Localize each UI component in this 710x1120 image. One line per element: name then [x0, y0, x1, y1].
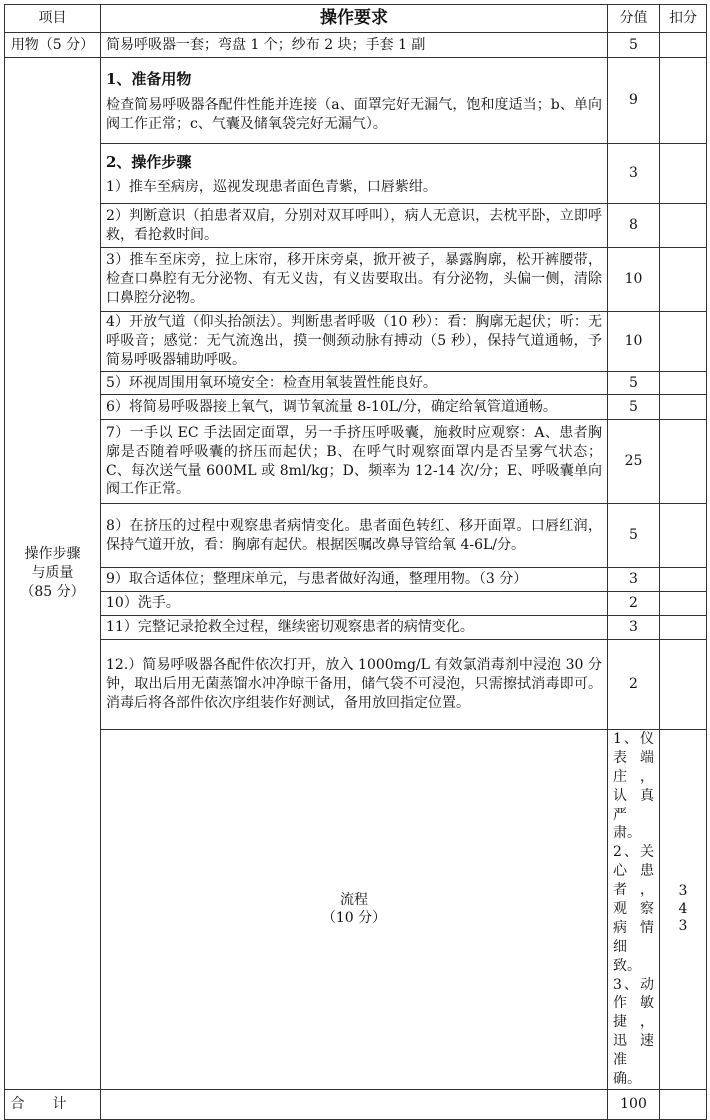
step-deduction-9[interactable] — [660, 568, 707, 592]
step-score-7: 25 — [608, 420, 660, 504]
process-category-line1: 流程 — [340, 891, 368, 908]
operation-category-line1: 操作步骤 — [24, 546, 81, 563]
prep-score: 9 — [608, 58, 660, 144]
total-row — [5, 1089, 707, 1119]
step-text-6: 6）将简易呼吸器接上氧气，调节氧流量 8-10L/分，确定给氧管道通畅。 — [101, 395, 608, 420]
header-score: 分值 — [608, 5, 660, 33]
step-score-3: 10 — [608, 248, 660, 312]
step-text-5: 5）环视周围用氧环境安全：检查用氧装置性能良好。 — [101, 372, 608, 395]
step-deduction-8[interactable] — [660, 504, 707, 568]
process-item-2: 2、关心患者，观察病情细致。 — [613, 844, 654, 974]
prep-cell — [101, 58, 608, 144]
step-score-4: 10 — [608, 312, 660, 372]
step-score-8: 5 — [608, 504, 660, 568]
step-score-5: 5 — [608, 372, 660, 395]
supplies-deduction-cell[interactable] — [660, 33, 707, 58]
step-deduction-3[interactable] — [660, 248, 707, 312]
step-deduction-12[interactable] — [660, 640, 707, 730]
step-row-6 — [5, 395, 707, 420]
table-header-row — [5, 5, 707, 33]
header-project: 项目 — [5, 5, 101, 33]
supplies-category: 用物（5 分） — [5, 33, 101, 58]
step-row-11 — [5, 616, 707, 640]
step-row-7 — [5, 420, 707, 504]
step-deduction-11[interactable] — [660, 616, 707, 640]
total-score: 100 — [608, 1089, 660, 1119]
process-item-1: 1、仪表端庄，认真严肃。 — [613, 731, 654, 842]
process-item-3: 3、动作敏捷，迅速准确。 — [613, 976, 654, 1088]
step-deduction-2[interactable] — [660, 204, 707, 248]
step-text-9: 9）取合适体位；整理床单元，与患者做好沟通，整理用物。（3 分） — [101, 568, 608, 592]
total-empty-cell — [101, 1089, 608, 1119]
process-scores-cell — [660, 730, 707, 1090]
step-text-12: 12.）简易呼吸器各配件依次打开，放入 1000mg/L 有效氯消毒剂中浸泡 30 分钟，取出后用无菌蒸馏水冲净晾干备用，储气袋不可浸泡，只需擦拭消毒即可。消毒后将各部件依次序组装作好测试，备用放回指定位置。 — [101, 640, 608, 730]
supplies-score: 5 — [608, 33, 660, 58]
process-score-1: 3 — [678, 883, 688, 900]
total-deduction-cell[interactable] — [660, 1089, 707, 1119]
steps-title: 2、操作步骤 — [106, 152, 192, 171]
supplies-row — [5, 33, 707, 58]
step-deduction-5[interactable] — [660, 372, 707, 395]
step-row-5 — [5, 372, 707, 395]
process-score-3: 3 — [678, 918, 688, 935]
prep-deduction-cell[interactable] — [660, 58, 707, 144]
step-row-2 — [5, 204, 707, 248]
step-deduction-1[interactable] — [660, 144, 707, 204]
step-text-11: 11）完整记录抢救全过程，继续密切观察患者的病情变化。 — [101, 616, 608, 640]
operation-category-line3: （85 分） — [20, 583, 85, 600]
step-row-1 — [5, 144, 707, 204]
process-category — [101, 730, 608, 1090]
operation-category-line2: 与质量 — [31, 565, 74, 582]
step-text-1: 1）推车至病房，巡视发现患者面色青紫，口唇紫绀。 — [106, 179, 437, 196]
step-row-8 — [5, 504, 707, 568]
process-row — [5, 730, 707, 1090]
process-score-2: 4 — [678, 900, 688, 917]
step-score-2: 8 — [608, 204, 660, 248]
step-row-4 — [5, 312, 707, 372]
supplies-text: 简易呼吸器一套；弯盘 1 个；纱布 2 块；手套 1 副 — [101, 33, 608, 58]
step-deduction-6[interactable] — [660, 395, 707, 420]
header-deduction: 扣分 — [660, 5, 707, 33]
process-category-line2: （10 分） — [321, 910, 387, 927]
header-requirement: 操作要求 — [101, 5, 608, 33]
step-row-10 — [5, 592, 707, 616]
step-score-12: 2 — [608, 640, 660, 730]
process-items-cell — [608, 730, 660, 1090]
prep-row — [5, 58, 707, 144]
step-deduction-10[interactable] — [660, 592, 707, 616]
step-text-4: 4）开放气道（仰头抬颌法）。判断患者呼吸（10 秒）：看：胸廓无起伏；听：无呼吸音；感觉：无气流逸出，摸一侧颈动脉有搏动（5 秒），保持气道通畅，予简易呼吸器辅助呼吸。 — [101, 312, 608, 372]
step-row-3 — [5, 248, 707, 312]
step-text-3: 3）推车至床旁，拉上床帘，移开床旁桌，掀开被子，暴露胸廓，松开裤腰带，检查口鼻腔有无分泌物、有无义齿，有义齿要取出。有分泌物，头偏一侧，清除口鼻腔分泌物。 — [101, 248, 608, 312]
step-deduction-7[interactable] — [660, 420, 707, 504]
step-row-9 — [5, 568, 707, 592]
prep-title: 1、准备用物 — [106, 70, 192, 89]
step-score-11: 3 — [608, 616, 660, 640]
total-label: 合计 — [5, 1089, 101, 1119]
step-deduction-4[interactable] — [660, 312, 707, 372]
step-score-9: 3 — [608, 568, 660, 592]
step-row-12 — [5, 640, 707, 730]
steps-cell-1 — [101, 144, 608, 204]
step-score-10: 2 — [608, 592, 660, 616]
scoring-table — [4, 4, 707, 1120]
step-text-8: 8）在挤压的过程中观察患者病情变化。患者面色转红、移开面罩。口唇红润，保持气道开放，看：胸廓有起伏。根据医嘱改鼻导管给氧 4-6L/分。 — [101, 504, 608, 568]
step-score-6: 5 — [608, 395, 660, 420]
step-text-2: 2）判断意识（拍患者双肩，分别对双耳呼叫），病人无意识，去枕平卧，立即呼救，看抢救时间。 — [101, 204, 608, 248]
prep-text: 检查简易呼吸器各配件性能并连接（a、面罩完好无漏气，饱和度适当；b、单向阀工作正常；c、气囊及储氧袋完好无漏气）。 — [106, 96, 602, 132]
operation-category — [5, 58, 101, 1090]
step-text-10: 10）洗手。 — [101, 592, 608, 616]
step-text-7: 7）一手以 EC 手法固定面罩，另一手挤压呼吸囊，施救时应观察：A、患者胸廓是否随着呼吸囊的挤压而起伏；B、在呼气时观察面罩内是否呈雾气状态；C、每次送气量 600ML 或 8ml/kg；D、频率为 12-14 次/分；E、呼吸囊单向阀工作正常。 — [101, 420, 608, 504]
step-score-1: 3 — [608, 144, 660, 204]
